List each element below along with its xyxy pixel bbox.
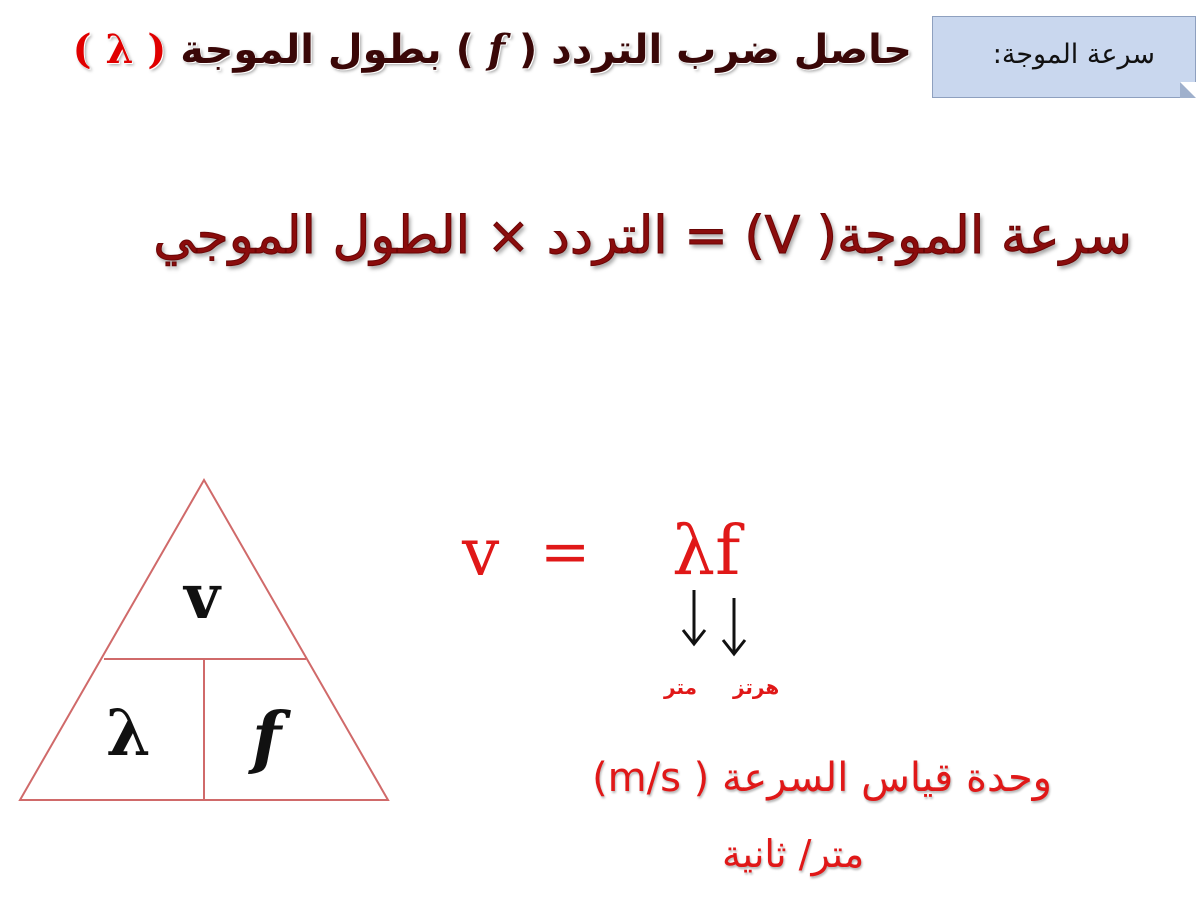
triangle-f: f bbox=[252, 698, 282, 778]
heading bbox=[73, 26, 912, 73]
heading-part2: ) بطول الموجة bbox=[180, 27, 474, 73]
equation-lhs: v bbox=[462, 514, 500, 591]
folded-corner bbox=[1180, 82, 1196, 98]
speed-unit-arabic: متر/ ثانية bbox=[722, 832, 865, 876]
speed-unit-line: وحدة قياس السرعة ( m/s) bbox=[592, 755, 1052, 801]
unit-labels bbox=[664, 675, 779, 699]
unit-meter: متر bbox=[664, 675, 697, 699]
heading-part1: حاصل ضرب التردد ( bbox=[519, 27, 912, 73]
triangle-top-v: v bbox=[184, 560, 221, 633]
arrow-down-icon bbox=[683, 590, 705, 644]
heading-lambda-group: ( λ ) bbox=[72, 26, 167, 73]
triangle-lambda: λ bbox=[106, 696, 151, 771]
label-box bbox=[932, 16, 1196, 98]
equation-rhs: λf bbox=[672, 512, 741, 591]
label-text: سرعة الموجة: bbox=[992, 39, 1155, 70]
unit-arrows bbox=[676, 588, 756, 658]
formula-triangle bbox=[16, 476, 392, 806]
formula-line: سرعة الموجة( V) = التردد × الطول الموجي bbox=[153, 206, 1132, 266]
heading-freq-symbol: f bbox=[487, 26, 506, 73]
unit-hertz: هرتز bbox=[732, 675, 780, 699]
arrow-down-icon bbox=[723, 598, 745, 654]
equation-equals: = bbox=[540, 517, 591, 587]
